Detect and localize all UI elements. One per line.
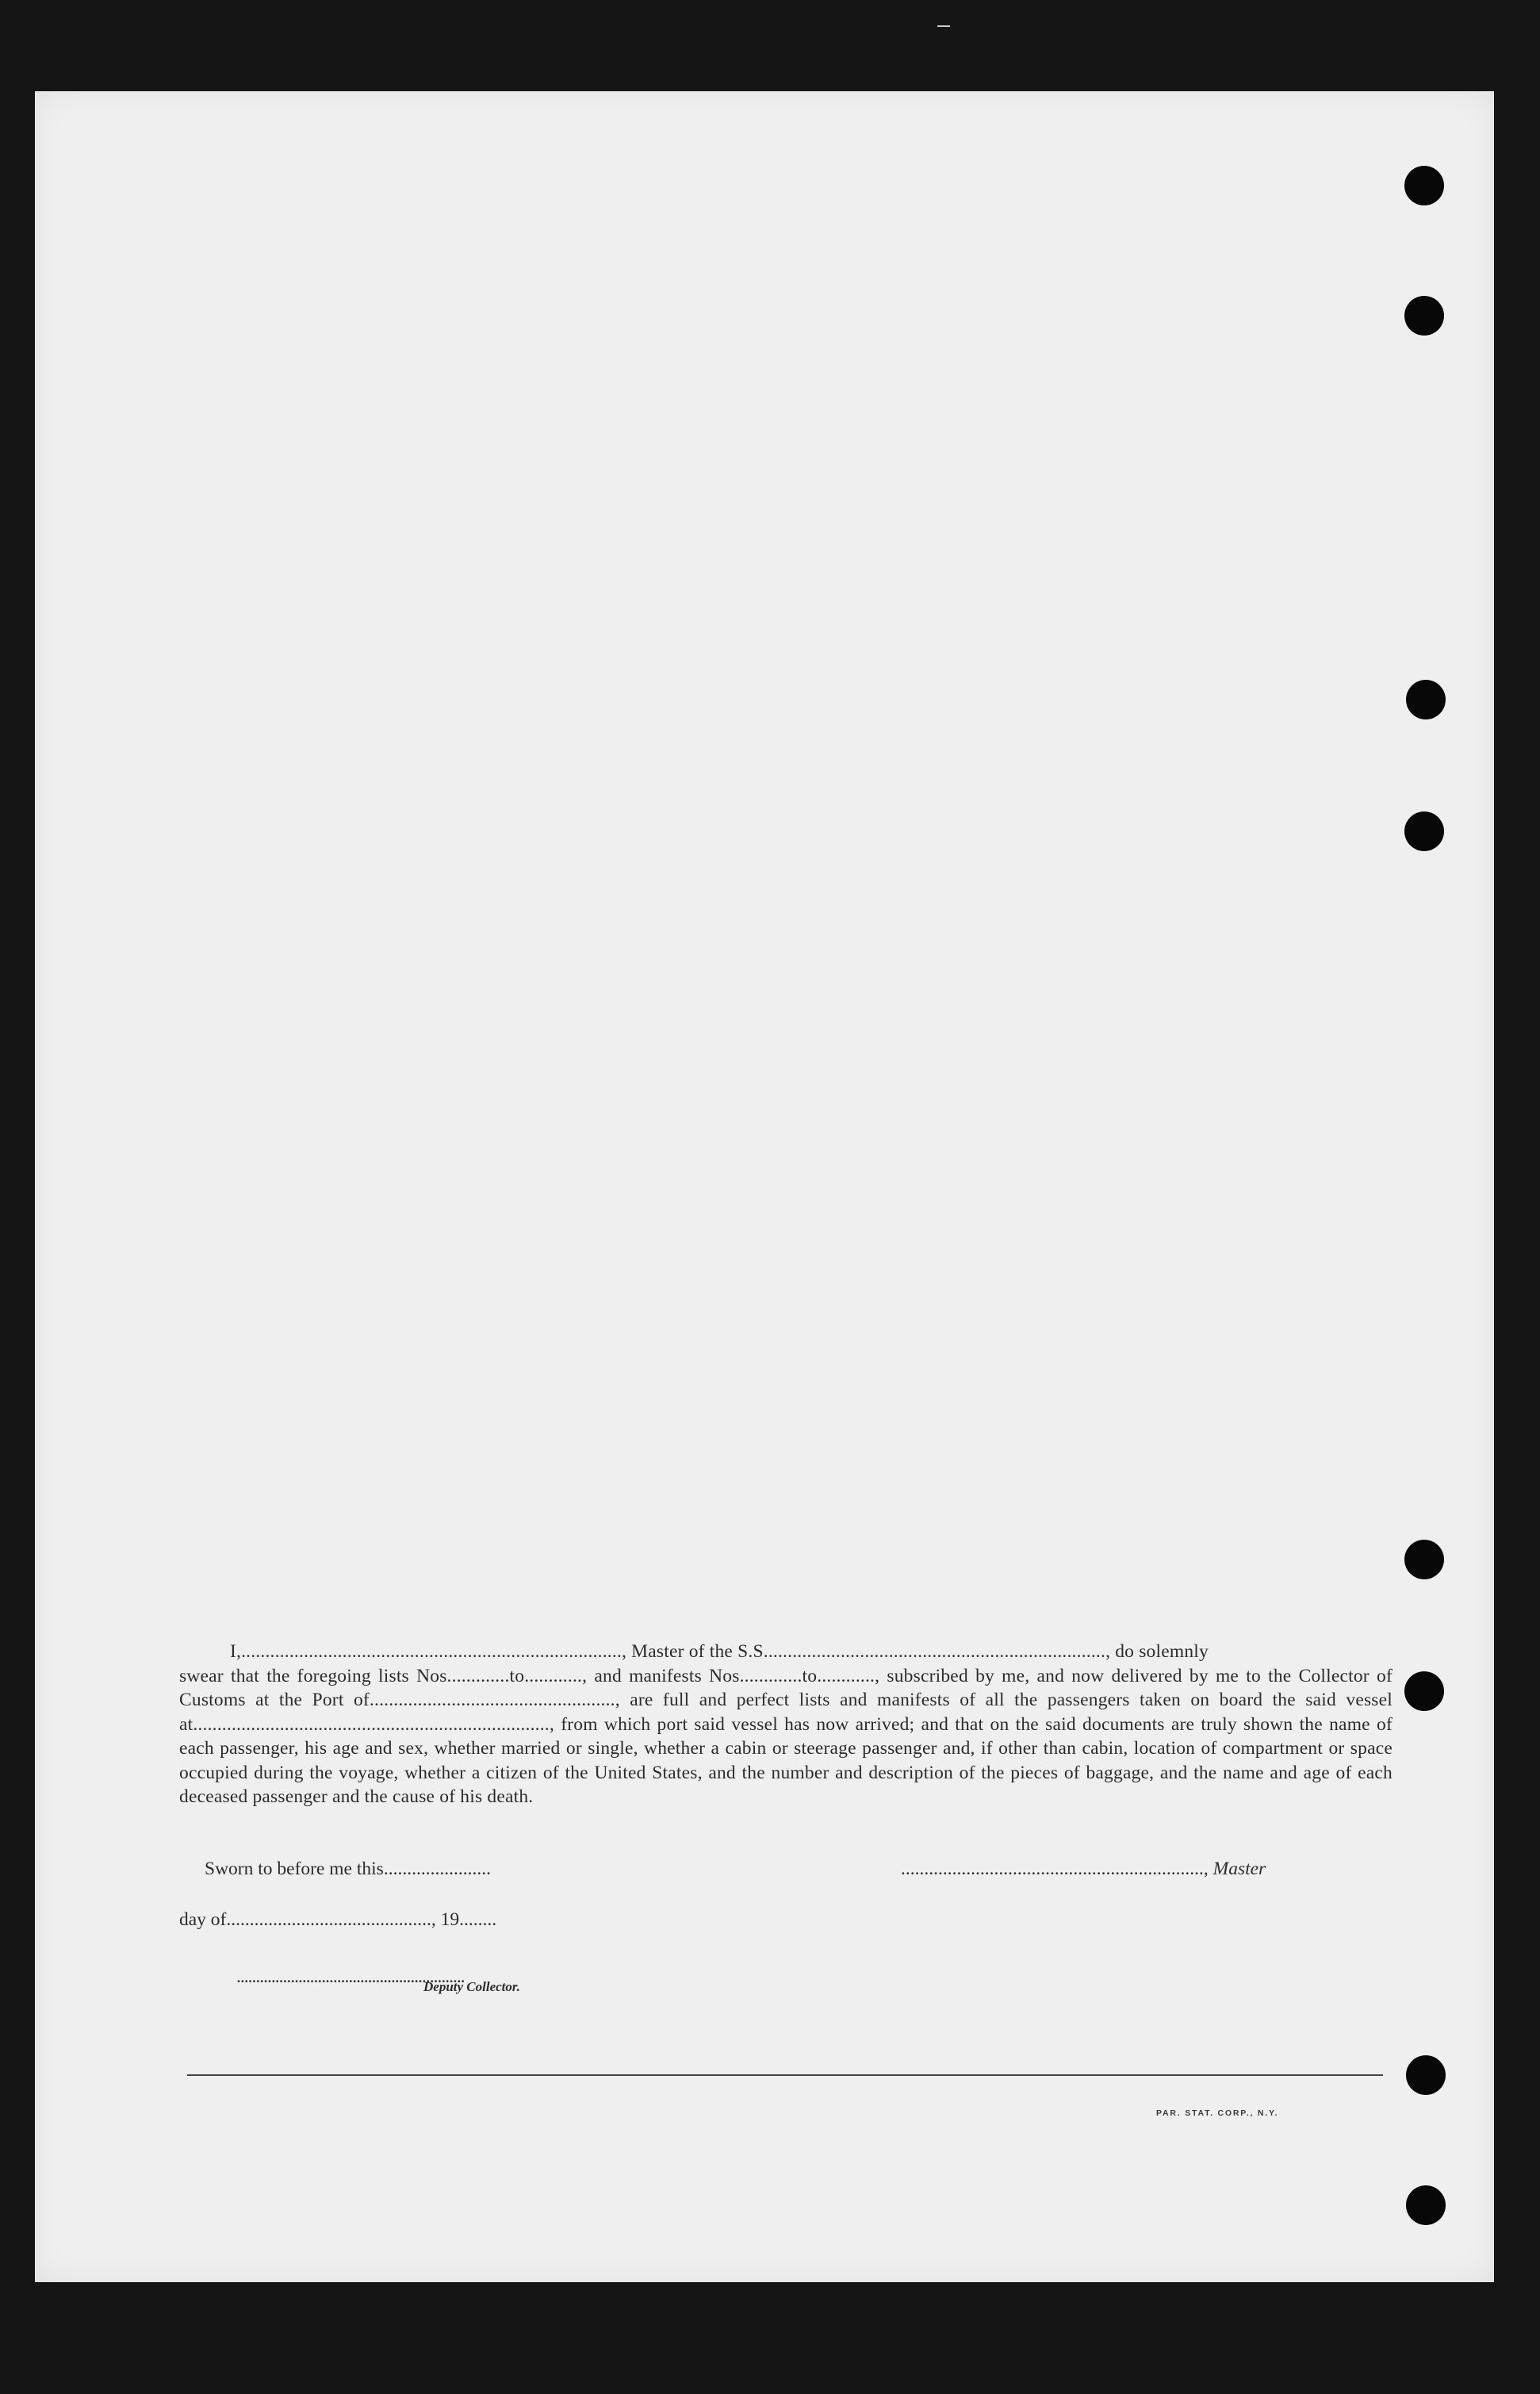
punch-hole [1406,2055,1446,2095]
punch-hole [1404,1540,1444,1579]
manifest-page [35,91,1494,2282]
master-signature-line [901,1859,1266,1880]
punch-hole [1406,680,1446,719]
punch-hole [1406,2185,1446,2225]
punch-hole [1404,1671,1444,1711]
master-oath-statement [179,1640,1393,1809]
footer-divider [187,2074,1383,2076]
day-of-line: day of............................................, 19........ [179,1909,497,1930]
punch-hole [1404,811,1444,851]
master-signature-dots: ................................................................., [901,1859,1209,1879]
sworn-before-line: Sworn to before me this....................... [205,1859,491,1879]
printer-imprint: PAR. STAT. CORP., N.Y. [1156,2108,1279,2118]
deputy-collector-label: Deputy Collector. [423,1979,520,1994]
master-label: Master [1212,1859,1266,1879]
scan-mark [937,25,950,27]
punch-hole [1404,166,1444,205]
punch-hole [1404,296,1444,336]
deputy-signature-line: ........................................................... [236,1966,465,1987]
oath-first-line: I,..............................................................................., Master of the S.S......................................................................., do solemnly [230,1641,1209,1662]
oath-body: swear that the foregoing lists Nos.............to............, and manifests Nos.............to............, subscribed by me, and now delivered by me to the Collector of Customs at the Port of..................................................., are full and perfect lists and manifests of all the passengers taken on board the said vessel at.........................................................................., from which port said vessel has now arrived; and that on the said documents are truly shown the name of each passenger, his age and sex, whether married or single, whether a cabin or steerage passenger and, if other than cabin, location of compartment or space occupied during the voyage, whether a citizen of the United States, and the number and description of the pieces of baggage, and the name and age of each deceased passenger and the cause of his death. [179,1665,1393,1807]
